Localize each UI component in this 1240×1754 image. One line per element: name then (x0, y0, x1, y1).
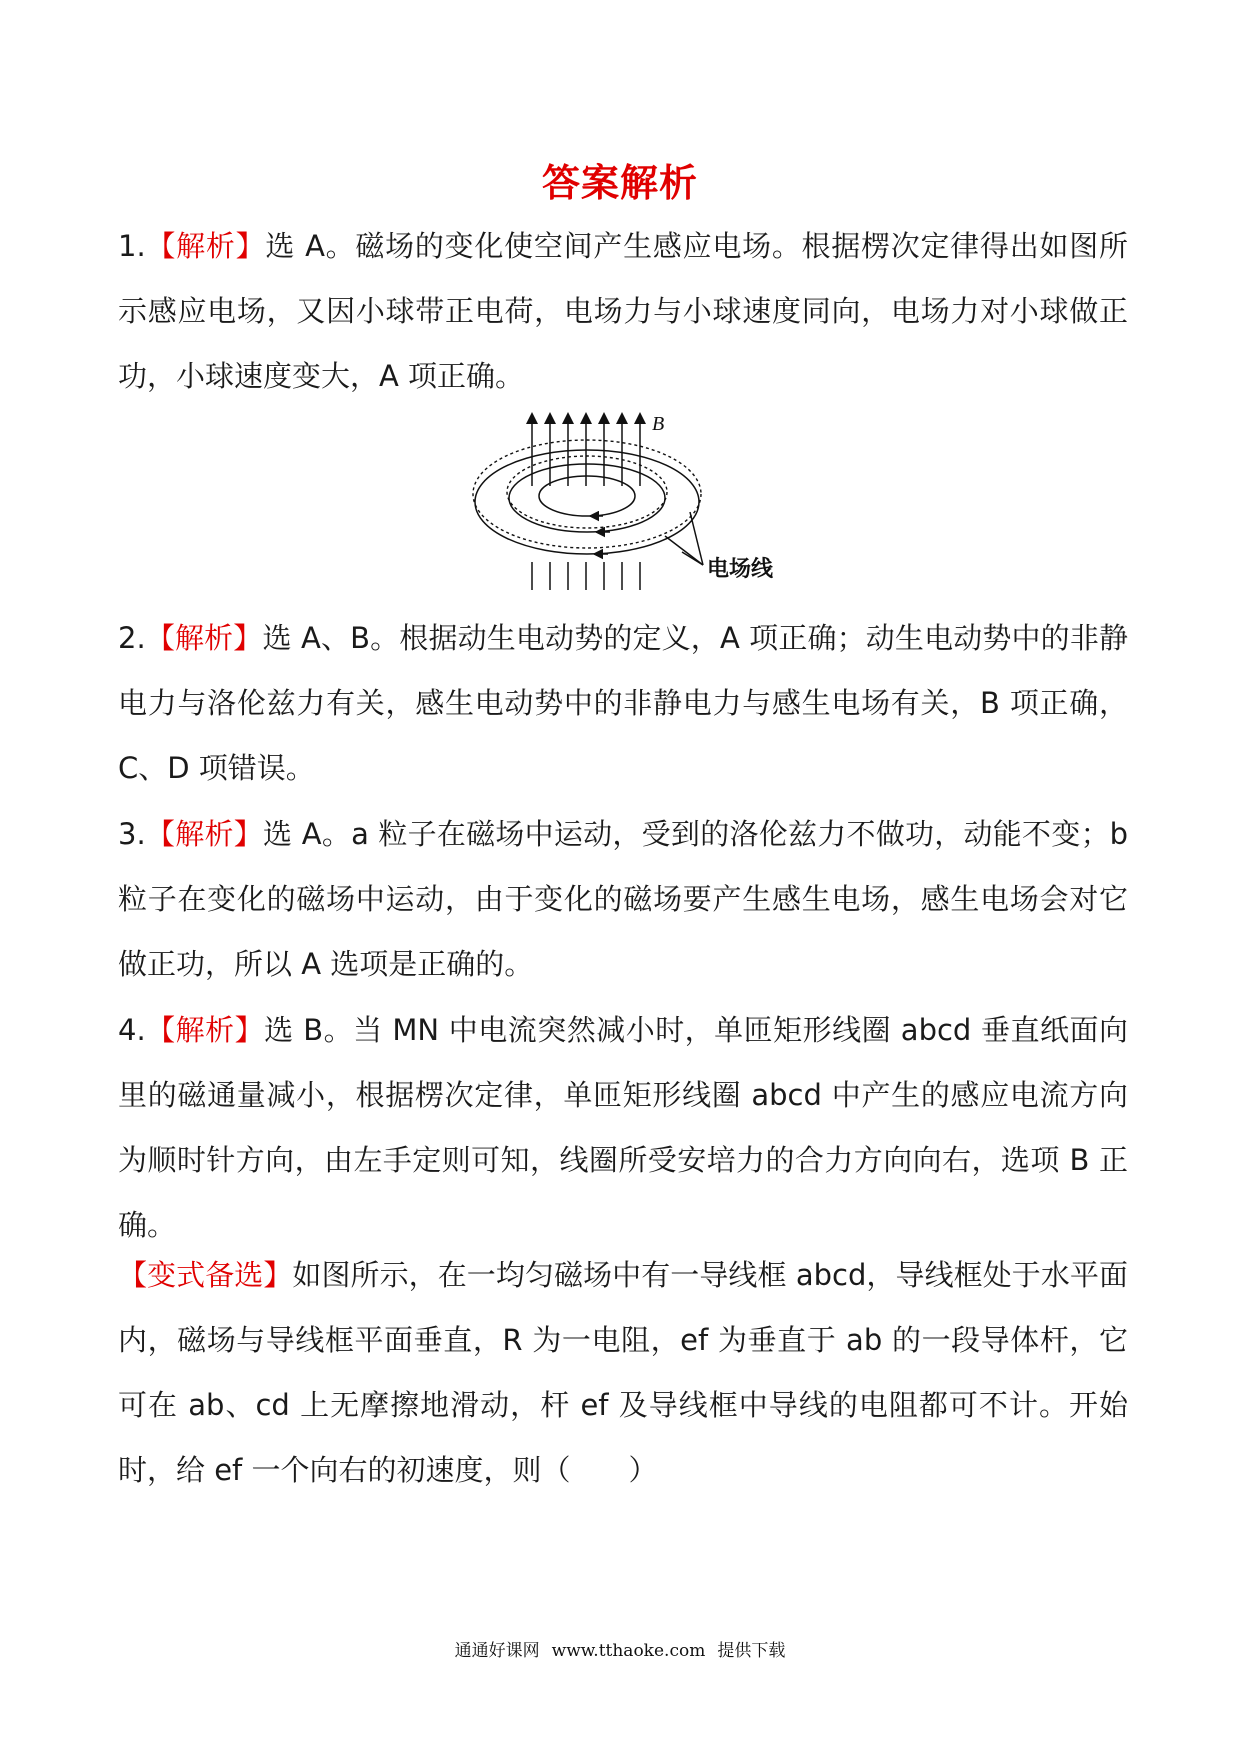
answer-3 (118, 802, 1128, 997)
answer-4 (118, 998, 1128, 1258)
question-text: 如图所示，在一均匀磁场中有一导线框 abcd，导线框处于水平面内，磁场与导线框平面垂直，R 为一电阻，ef 为垂直于 ab 的一段导体杆，它可在 ab、cd 上无摩擦地滑动，杆 ef 及导线框中导线的电阻都可不计。开始时，给 ef 一个向右的初速度，则（ ） (118, 1258, 1128, 1487)
variant-question (118, 1243, 1128, 1503)
analysis-tag: 【解析】 (145, 817, 263, 851)
field-line-ring (539, 476, 635, 516)
answer-2 (118, 606, 1128, 801)
footer-url[interactable]: www.tthaoke.com (551, 1641, 706, 1661)
answer-number: 1. (118, 229, 146, 263)
answer-number: 3. (118, 817, 146, 851)
answer-number: 2. (118, 621, 146, 655)
analysis-tag: 【解析】 (145, 1013, 265, 1047)
analysis-tag: 【解析】 (145, 621, 263, 655)
footer-note: 提供下载 (717, 1641, 786, 1661)
variant-tag: 【变式备选】 (118, 1258, 293, 1292)
answer-number: 4. (118, 1013, 146, 1047)
answer-text: 选 A。a 粒子在磁场中运动，受到的洛伦兹力不做功，动能不变；b 粒子在变化的磁场中运动，由于变化的磁场要产生感生电场，感生电场会对它做正功，所以 A 选项是正确的。 (118, 817, 1128, 981)
answer-text: 选 B。当 MN 中电流突然减小时，单匝矩形线圈 abcd 垂直纸面向里的磁通量减小，根据楞次定律，单匝矩形线圈 abcd 中产生的感应电流方向为顺时针方向，由左手定则可知，线圈所受安培力的合力方向向右，选项 B 正确。 (118, 1013, 1128, 1242)
label-field-lines: 电场线 (707, 557, 774, 582)
footer-site: 通通好课网 (454, 1641, 540, 1661)
induced-electric-field-diagram (470, 412, 800, 592)
page-title: 答案解析 (541, 161, 698, 205)
answer-text: 选 A。磁场的变化使空间产生感应电场。根据楞次定律得出如图所示感应电场，又因小球带正电荷，电场力与小球速度同向，电场力对小球做正功，小球速度变大，A 项正确。 (118, 229, 1128, 393)
page-footer (0, 1636, 1240, 1661)
answer-1 (118, 214, 1128, 409)
field-line-ring (475, 450, 699, 554)
field-line-ring (507, 456, 667, 528)
label-b: B (652, 413, 665, 435)
magnetic-field-lines-lower (532, 562, 640, 590)
answer-text: 选 A、B。根据动生电动势的定义，A 项正确；动生电动势中的非静电力与洛伦兹力有关，感生电动势中的非静电力与感生电场有关，B 项正确，C、D 项错误。 (118, 621, 1128, 785)
analysis-tag: 【解析】 (145, 229, 266, 263)
